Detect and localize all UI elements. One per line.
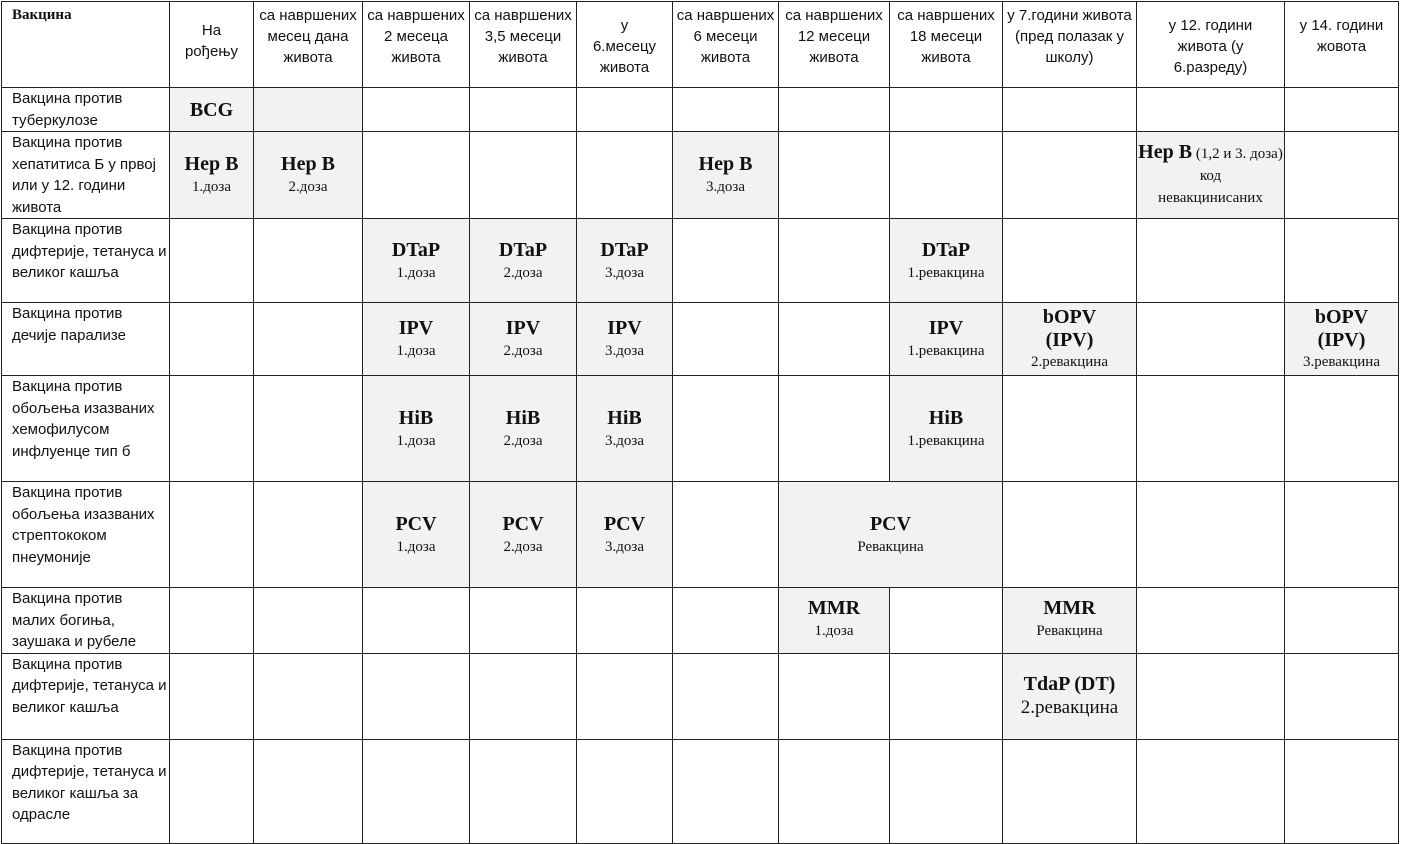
- row-label: Вакцина против туберкулозе: [2, 88, 170, 132]
- header-col-14years: [1285, 2, 1399, 88]
- empty-cell: [779, 132, 890, 219]
- empty-cell: [470, 739, 577, 843]
- vaccine-cell: [890, 219, 1003, 303]
- vaccine-name: Hep B: [184, 153, 239, 175]
- vaccine-dose: 2.ревакцина: [1020, 697, 1119, 718]
- row-label: Вакцина против обољења изазваних хемофилусом инфлуенце тип б: [2, 376, 170, 482]
- vaccine-dose: 3.доза: [706, 179, 745, 195]
- table-row: [2, 482, 1399, 588]
- empty-cell: [673, 376, 779, 482]
- vaccine-dose: 3.доза: [605, 343, 644, 359]
- empty-cell: [363, 88, 470, 132]
- empty-cell: [779, 88, 890, 132]
- row-label: Вакцина против хепатитиса Б у првој или у 12. години живота: [2, 132, 170, 219]
- table-row: [2, 303, 1399, 376]
- empty-cell: [779, 303, 890, 376]
- vaccine-name: PCV: [869, 512, 912, 535]
- vaccine-name: HiB: [607, 406, 642, 429]
- vaccination-schedule-table: [1, 1, 1399, 844]
- vaccine-dose: 3.ревакцина: [1303, 354, 1380, 370]
- empty-cell: [890, 588, 1003, 654]
- table-row: [2, 132, 1399, 219]
- empty-cell: [779, 376, 890, 482]
- vaccine-cell: [470, 219, 577, 303]
- table-row: [2, 588, 1399, 654]
- vaccine-cell: [577, 482, 673, 588]
- header-col-6months: [673, 2, 779, 88]
- vaccine-cell: [577, 376, 673, 482]
- empty-cell: [1285, 219, 1399, 303]
- vaccine-cell: [577, 219, 673, 303]
- empty-cell: [363, 588, 470, 654]
- vaccine-cell: [1003, 588, 1137, 654]
- vaccine-dose: 1.доза: [396, 264, 436, 281]
- empty-cell: [1285, 482, 1399, 588]
- vaccine-cell: [779, 482, 1003, 588]
- vaccine-name: HiB: [398, 406, 434, 429]
- vaccine-name: TdaP (DT): [1023, 673, 1116, 695]
- empty-cell: [1137, 588, 1285, 654]
- vaccine-cell: [673, 132, 779, 219]
- vaccine-name: Hep B: [698, 153, 753, 175]
- header-vaccine-label: Вакцина: [12, 7, 72, 23]
- empty-cell: [363, 132, 470, 219]
- empty-cell: [1137, 482, 1285, 588]
- empty-cell: [170, 303, 254, 376]
- empty-cell: [170, 653, 254, 739]
- empty-cell: [1137, 739, 1285, 843]
- vaccine-name: BCG: [189, 98, 234, 121]
- vaccine-name: MMR: [1043, 597, 1096, 619]
- empty-cell: [254, 88, 363, 132]
- vaccine-dose: 1.доза: [396, 432, 436, 449]
- empty-cell: [890, 739, 1003, 843]
- empty-cell: [890, 88, 1003, 132]
- table-row: [2, 88, 1399, 132]
- vaccine-name-sub: (IPV): [1045, 329, 1094, 351]
- empty-cell: [1137, 88, 1285, 132]
- vaccine-name: HiB: [505, 406, 541, 429]
- vaccine-dose: Ревакцина: [857, 538, 924, 555]
- vaccine-cell: [170, 88, 254, 132]
- empty-cell: [470, 88, 577, 132]
- vaccine-cell: [890, 303, 1003, 376]
- empty-cell: [577, 588, 673, 654]
- vaccine-dose: 2.ревакцина: [1031, 354, 1108, 370]
- vaccine-name-sub: (IPV): [1317, 329, 1366, 351]
- header-vaccine: [2, 2, 170, 88]
- header-col-3-5months: [470, 2, 577, 88]
- vaccine-note: (1,2 и 3. доза) код: [1192, 146, 1283, 184]
- header-col-label: са навршених 18 месеци живота: [897, 7, 995, 66]
- empty-cell: [1003, 376, 1137, 482]
- vaccine-name: DTaP: [921, 238, 971, 261]
- vaccine-dose: 1.ревакцина: [907, 343, 985, 359]
- header-col-label: у 6.месецу живота: [592, 17, 657, 76]
- empty-cell: [673, 653, 779, 739]
- vaccine-dose: 1.ревакцина: [907, 432, 985, 449]
- header-col-7years: [1003, 2, 1137, 88]
- empty-cell: [1285, 653, 1399, 739]
- vaccine-name: HiB: [928, 406, 964, 429]
- header-col-12years: [1137, 2, 1285, 88]
- header-col-label: На рођењу: [184, 22, 239, 60]
- empty-cell: [673, 739, 779, 843]
- empty-cell: [779, 739, 890, 843]
- header-col-label: са навршених 6 месеци живота: [676, 7, 775, 66]
- header-col-2months: [363, 2, 470, 88]
- row-label: Вакцина против дифтерије, тетануса и великог кашља: [2, 653, 170, 739]
- vaccine-cell: [890, 376, 1003, 482]
- empty-cell: [170, 482, 254, 588]
- row-label: Вакцина против малих богиња, заушака и рубеле: [2, 588, 170, 654]
- vaccine-name: bOPV: [1314, 306, 1369, 328]
- header-col-12months: [779, 2, 890, 88]
- vaccine-cell: [1003, 653, 1137, 739]
- header-col-label: са навршених 12 месеци живота: [785, 7, 883, 66]
- vaccine-dose: 1.доза: [396, 538, 436, 555]
- table-row: [2, 376, 1399, 482]
- empty-cell: [673, 219, 779, 303]
- header-col-label: у 14. години жовота: [1299, 17, 1384, 55]
- vaccine-name: IPV: [928, 317, 964, 339]
- row-label: Вакцина против дечије парализе: [2, 303, 170, 376]
- vaccine-dose: Ревакцина: [1036, 623, 1103, 639]
- header-col-label: са навршених месец дана живота: [259, 7, 357, 66]
- empty-cell: [779, 653, 890, 739]
- header-col-label: у 12. години живота (у 6.разреду): [1168, 17, 1253, 76]
- vaccine-name: DTaP: [391, 238, 441, 261]
- vaccine-cell: [363, 376, 470, 482]
- vaccine-name: PCV: [603, 512, 646, 535]
- row-label: Вакцина против обољења изазваних стрептококом пнеумоније: [2, 482, 170, 588]
- empty-cell: [363, 653, 470, 739]
- vaccine-dose: 1.доза: [814, 623, 854, 639]
- vaccine-cell: [470, 482, 577, 588]
- empty-cell: [890, 132, 1003, 219]
- empty-cell: [1137, 653, 1285, 739]
- empty-cell: [1137, 303, 1285, 376]
- header-row: [2, 2, 1399, 88]
- row-label: Вакцина против дифтерије, тетануса и великог кашља за одрасле: [2, 739, 170, 843]
- header-col-label: са навршених 3,5 месеци живота: [474, 7, 572, 66]
- empty-cell: [254, 219, 363, 303]
- empty-cell: [254, 653, 363, 739]
- vaccine-name: Hep B: [281, 153, 335, 175]
- vaccine-name: MMR: [807, 597, 861, 619]
- vaccine-cell: [254, 132, 363, 219]
- vaccine-cell: [363, 219, 470, 303]
- empty-cell: [254, 303, 363, 376]
- vaccine-cell: [363, 303, 470, 376]
- vaccine-cell: [470, 303, 577, 376]
- empty-cell: [254, 588, 363, 654]
- empty-cell: [254, 376, 363, 482]
- empty-cell: [1003, 482, 1137, 588]
- table-row: [2, 739, 1399, 843]
- table-row: [2, 653, 1399, 739]
- header-col-label: са навршених 2 месеца живота: [367, 7, 465, 66]
- row-label: Вакцина против дифтерије, тетануса и великог кашља: [2, 219, 170, 303]
- empty-cell: [890, 653, 1003, 739]
- empty-cell: [1285, 376, 1399, 482]
- vaccine-cell: [170, 132, 254, 219]
- empty-cell: [170, 739, 254, 843]
- empty-cell: [470, 588, 577, 654]
- vaccine-dose: 2.доза: [503, 538, 543, 555]
- empty-cell: [673, 588, 779, 654]
- empty-cell: [1003, 132, 1137, 219]
- empty-cell: [170, 376, 254, 482]
- empty-cell: [1285, 588, 1399, 654]
- empty-cell: [1137, 219, 1285, 303]
- vaccine-dose: 1.ревакцина: [907, 264, 985, 281]
- vaccine-dose: 1.доза: [396, 343, 436, 359]
- vaccine-cell: [1285, 303, 1399, 376]
- vaccine-cell: [470, 376, 577, 482]
- empty-cell: [673, 88, 779, 132]
- empty-cell: [577, 653, 673, 739]
- empty-cell: [170, 219, 254, 303]
- empty-cell: [1285, 88, 1399, 132]
- vaccine-dose: 2.доза: [503, 432, 543, 449]
- vaccine-dose: 2.доза: [503, 343, 543, 359]
- header-col-6th-month: [577, 2, 673, 88]
- vaccine-cell: [363, 482, 470, 588]
- empty-cell: [577, 739, 673, 843]
- vaccine-name: IPV: [398, 317, 434, 339]
- vaccine-name: PCV: [395, 512, 437, 535]
- vaccine-dose: 3.доза: [605, 264, 644, 281]
- vaccine-cell: [779, 588, 890, 654]
- empty-cell: [577, 88, 673, 132]
- header-col-label: у 7.години живота (пред полазак у школу): [1007, 7, 1132, 66]
- vaccine-cell: [577, 303, 673, 376]
- empty-cell: [170, 588, 254, 654]
- vaccine-name: PCV: [502, 512, 544, 535]
- vaccine-name: IPV: [505, 317, 541, 339]
- vaccine-name: DTaP: [498, 238, 548, 261]
- vaccine-cell: [1137, 132, 1285, 219]
- vaccine-cell: [1003, 303, 1137, 376]
- empty-cell: [577, 132, 673, 219]
- header-col-1month: [254, 2, 363, 88]
- empty-cell: [1003, 219, 1137, 303]
- vaccine-name: bOPV: [1042, 306, 1097, 328]
- vaccine-name: IPV: [607, 317, 642, 339]
- vaccine-dose: 3.доза: [605, 538, 644, 555]
- empty-cell: [470, 132, 577, 219]
- empty-cell: [1285, 739, 1399, 843]
- empty-cell: [254, 739, 363, 843]
- vaccine-dose: 2.доза: [288, 179, 328, 195]
- empty-cell: [470, 653, 577, 739]
- empty-cell: [1137, 376, 1285, 482]
- vaccine-dose: 3.доза: [605, 432, 644, 449]
- header-col-birth: [170, 2, 254, 88]
- vaccine-dose: 1.доза: [192, 179, 231, 195]
- vaccine-name: DTaP: [600, 238, 649, 261]
- empty-cell: [1003, 88, 1137, 132]
- empty-cell: [1285, 132, 1399, 219]
- empty-cell: [363, 739, 470, 843]
- vaccine-note: невакцинисаних: [1158, 190, 1263, 206]
- vaccine-dose: 2.доза: [503, 264, 543, 281]
- vaccine-name: Hep B: [1138, 141, 1193, 163]
- empty-cell: [673, 482, 779, 588]
- empty-cell: [1003, 739, 1137, 843]
- header-col-18months: [890, 2, 1003, 88]
- empty-cell: [779, 219, 890, 303]
- empty-cell: [673, 303, 779, 376]
- empty-cell: [254, 482, 363, 588]
- table-row: [2, 219, 1399, 303]
